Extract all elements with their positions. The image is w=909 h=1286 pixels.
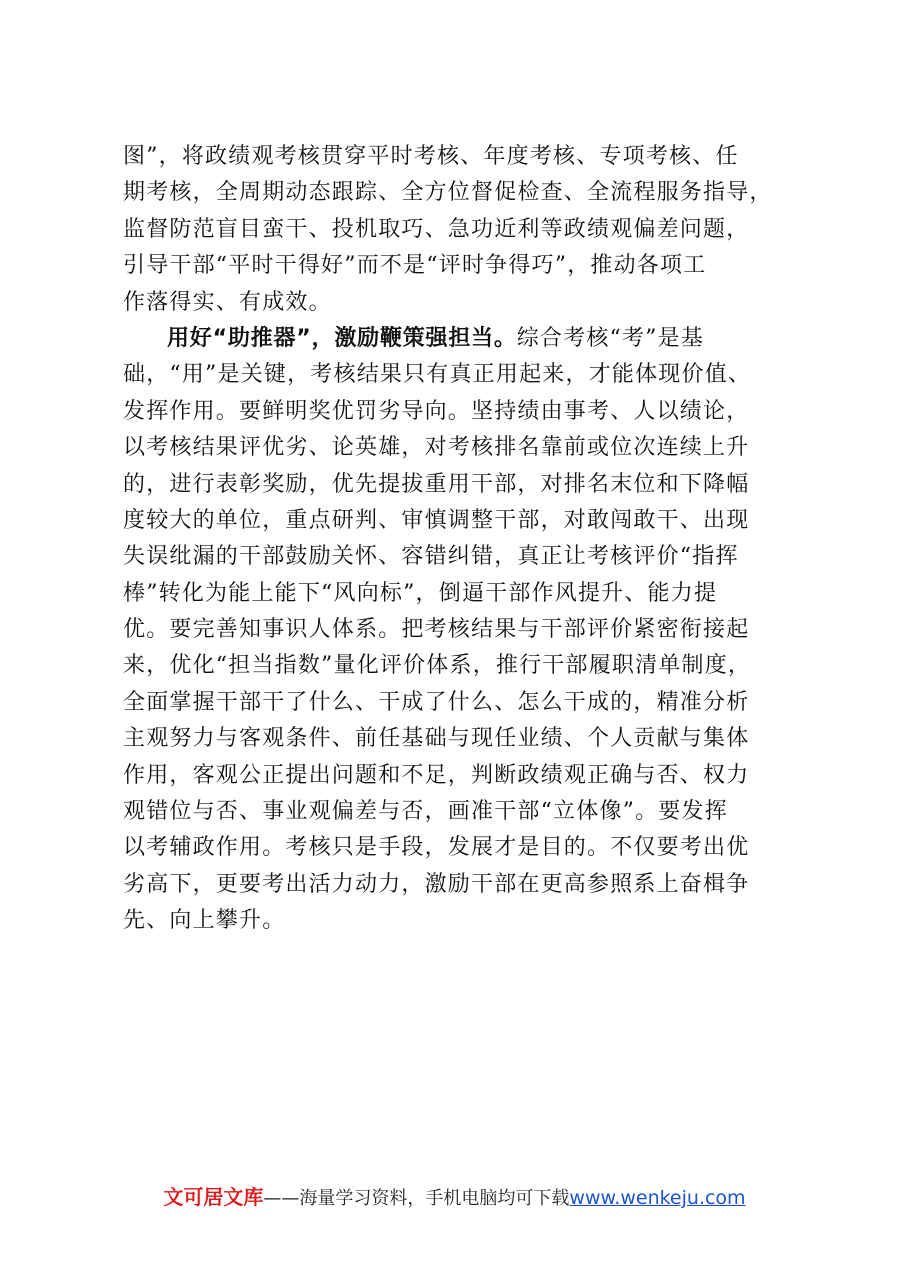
- paragraph-1-line: 图”，将政绩观考核贯穿平时考核、年度考核、专项考核、任: [123, 144, 739, 169]
- paragraph-2-line: 观错位与否、事业观偏差与否，画准干部“立体像”。要发挥: [123, 799, 728, 825]
- footer-website-link[interactable]: www.wenkeju.com: [569, 1187, 746, 1209]
- paragraph-2-line: 优。要完善知事识人体系。把考核结果与干部评价紧密衔接起: [123, 617, 750, 643]
- paragraph-1-line: 作落得实、有成效。: [123, 289, 332, 315]
- footer-dash: ——: [263, 1188, 300, 1209]
- paragraph-2-line: 来，优化“担当指数”量化评价体系，推行干部履职清单制度，: [123, 653, 752, 679]
- paragraph-2-line: 先、向上攀升。: [123, 908, 286, 934]
- paragraph-2-line: 棒”转化为能上能下“风向标”，倒逼干部作风提升、能力提: [123, 580, 718, 606]
- paragraph-1-line: 期考核，全周期动态跟踪、全方位督促检查、全流程服务指导，: [123, 180, 773, 206]
- paragraph-2-line: 的，进行表彰奖励，优先提拔重用干部，对排名末位和下降幅: [123, 471, 750, 497]
- paragraph-2-first-line-text: 综合考核“考”是基: [516, 325, 705, 351]
- paragraph-heading: 用好“助推器”，激励鞭策强担当。: [167, 325, 517, 351]
- paragraph-2-line: 以考核结果评优劣、论英雄，对考核排名靠前或位次连续上升: [123, 435, 750, 461]
- paragraph-2-line: 础，“用”是关键，考核结果只有真正用起来，才能体现价值、: [123, 362, 752, 388]
- paragraph-2-first-line: [123, 321, 818, 357]
- paragraph-2-line: 主观努力与客观条件、前任基础与现任业绩、个人贡献与集体: [123, 726, 750, 752]
- paragraph-2-line: 劣高下，更要考出活力动力，激励干部在更高参照系上奋楫争: [123, 871, 750, 897]
- footer-tagline: 海量学习资料，手机电脑均可下载: [299, 1188, 570, 1209]
- paragraph-2-line: 度较大的单位，重点研判、审慎调整干部，对敢闯敢干、出现: [123, 507, 750, 533]
- paragraph-2-line: 作用，客观公正提出问题和不足，判断政绩观正确与否、权力: [123, 762, 750, 788]
- document-body: [123, 139, 818, 940]
- paragraph-2-line: 全面掌握干部干了什么、干成了什么、怎么干成的，精准分析: [123, 689, 750, 715]
- paragraph-2-line: 发挥作用。要鲜明奖优罚劣导向。坚持绩由事考、人以绩论，: [123, 398, 750, 424]
- paragraph-2-line: 失误纰漏的干部鼓励关怀、容错纠错，真正让考核评价“指挥: [123, 544, 739, 570]
- paragraph-1-line: 引导干部“平时干得好”而不是“评时争得巧”，推动各项工: [123, 253, 707, 279]
- page-footer: [0, 1181, 909, 1210]
- paragraph-1-line: 监督防范盲目蛮干、投机取巧、急功近利等政绩观偏差问题，: [123, 216, 750, 242]
- paragraph-2-line: 以考辅政作用。考核只是手段，发展才是目的。不仅要考出优: [123, 835, 750, 861]
- footer-brand: 文可居文库: [163, 1185, 264, 1209]
